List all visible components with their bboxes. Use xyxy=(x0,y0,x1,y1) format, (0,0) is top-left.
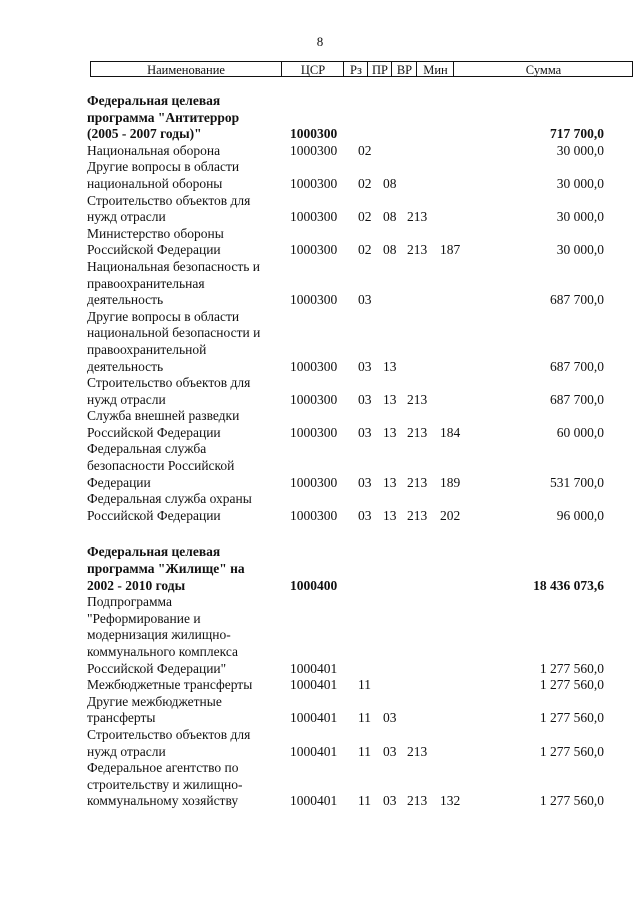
row-sum: 687 700,0 xyxy=(550,358,604,374)
row-pr: 13 xyxy=(383,507,397,523)
row-pr: 13 xyxy=(383,391,397,407)
header-min: Мин xyxy=(416,62,454,76)
row-sum: 1 277 560,0 xyxy=(539,743,604,759)
row-rz: 02 xyxy=(358,209,372,225)
row-csr: 1000300 xyxy=(290,358,338,374)
table-row xyxy=(0,226,640,259)
page-number: 8 xyxy=(316,34,324,49)
header-csr: ЦСР xyxy=(281,62,344,76)
row-csr: 1000300 xyxy=(290,126,338,142)
table-row xyxy=(0,760,640,810)
table-row xyxy=(0,259,640,309)
row-sum: 30 000,0 xyxy=(556,142,604,158)
row-csr: 1000300 xyxy=(290,142,338,158)
row-rz: 11 xyxy=(358,677,371,693)
row-csr: 1000401 xyxy=(290,710,338,726)
row-vr: 213 xyxy=(407,391,428,407)
row-name: Другие межбюджетные трансферты xyxy=(87,693,222,726)
header-name: Наименование xyxy=(147,63,225,77)
row-name: Федеральное агентство по строительству и жилищно- коммунальному хозяйству xyxy=(87,760,243,809)
row-sum: 687 700,0 xyxy=(550,292,604,308)
row-csr: 1000401 xyxy=(290,743,338,759)
row-sum: 1 277 560,0 xyxy=(539,793,604,809)
table-row xyxy=(0,143,640,160)
row-name: Строительство объектов для нужд отрасли xyxy=(87,726,251,759)
row-name: Подпрограмма "Реформирование и модернизация жилищно- коммунального комплекса Российской Федерации" xyxy=(87,594,238,676)
row-rz: 02 xyxy=(358,142,372,158)
row-name: Другие вопросы в области национальной безопасности и правоохранительной деятельность xyxy=(87,308,261,374)
row-name: Служба внешней разведки Российской Федерации xyxy=(87,408,240,440)
row-rz: 11 xyxy=(358,710,371,726)
row-rz: 11 xyxy=(358,743,371,759)
header-vr: ВР xyxy=(391,62,417,76)
table-row xyxy=(0,594,640,677)
row-rz: 11 xyxy=(358,793,371,809)
row-csr: 1000401 xyxy=(290,677,338,693)
row-pr: 13 xyxy=(383,474,397,490)
row-pr: 13 xyxy=(383,424,397,440)
row-name: Строительство объектов для нужд отрасли xyxy=(87,192,251,225)
row-name: Федеральная целевая программа "Жилище" на 2002 - 2010 годы xyxy=(87,544,245,593)
row-pr: 08 xyxy=(383,175,397,191)
row-name: Строительство объектов для нужд отрасли xyxy=(87,375,251,407)
row-sum: 531 700,0 xyxy=(550,474,604,490)
row-pr: 08 xyxy=(383,209,397,225)
row-csr: 1000300 xyxy=(290,391,338,407)
table-row xyxy=(0,375,640,408)
table-body xyxy=(0,93,640,810)
row-pr: 03 xyxy=(383,743,397,759)
row-csr: 1000300 xyxy=(290,292,338,308)
row-csr: 1000300 xyxy=(290,175,338,191)
row-sum: 1 277 560,0 xyxy=(539,677,604,693)
table-row xyxy=(0,159,640,192)
row-sum: 1 277 560,0 xyxy=(539,660,604,676)
row-rz: 03 xyxy=(358,292,372,308)
row-vr: 213 xyxy=(407,209,428,225)
row-sum: 687 700,0 xyxy=(550,391,604,407)
row-csr: 1000401 xyxy=(290,660,338,676)
row-name: Федеральная служба безопасности Российской Федерации xyxy=(87,441,235,490)
row-csr: 1000401 xyxy=(290,793,338,809)
row-name: Министерство обороны Российской Федерации xyxy=(87,225,224,258)
row-pr: 13 xyxy=(383,358,397,374)
table-row xyxy=(0,694,640,727)
row-rz: 02 xyxy=(358,242,372,258)
row-name: Федеральная служба охраны Российской Федерации xyxy=(87,491,252,523)
row-sum: 30 000,0 xyxy=(556,175,604,191)
header-rz: Рз xyxy=(343,62,368,76)
row-min: 184 xyxy=(440,424,461,440)
row-vr: 213 xyxy=(407,507,428,523)
row-rz: 02 xyxy=(358,175,372,191)
row-csr: 1000300 xyxy=(290,474,338,490)
header-sum: Сумма xyxy=(453,62,633,76)
row-pr: 03 xyxy=(383,710,397,726)
row-name: Федеральная целевая программа "Антитеррор (2005 - 2007 годы)" xyxy=(87,93,240,142)
table-row xyxy=(0,309,640,375)
table-row xyxy=(0,727,640,760)
row-pr: 08 xyxy=(383,242,397,258)
row-sum: 60 000,0 xyxy=(556,424,604,440)
row-sum: 30 000,0 xyxy=(556,242,604,258)
row-rz: 03 xyxy=(358,424,372,440)
row-sum: 30 000,0 xyxy=(556,209,604,225)
row-rz: 03 xyxy=(358,358,372,374)
table-row xyxy=(0,193,640,226)
program-row xyxy=(0,544,640,594)
table-header xyxy=(90,61,633,77)
row-sum: 717 700,0 xyxy=(550,126,604,142)
row-sum: 1 277 560,0 xyxy=(539,710,604,726)
row-min: 202 xyxy=(440,507,461,523)
row-rz: 03 xyxy=(358,507,372,523)
row-csr: 1000400 xyxy=(290,577,338,593)
table-row xyxy=(0,441,640,491)
row-pr: 03 xyxy=(383,793,397,809)
row-min: 189 xyxy=(440,474,461,490)
row-csr: 1000300 xyxy=(290,424,338,440)
row-csr: 1000300 xyxy=(290,209,338,225)
table-row xyxy=(0,491,640,524)
row-min: 132 xyxy=(440,793,461,809)
row-sum: 18 436 073,6 xyxy=(533,577,604,593)
row-csr: 1000300 xyxy=(290,507,338,523)
row-csr: 1000300 xyxy=(290,242,338,258)
table-row xyxy=(0,408,640,441)
row-vr: 213 xyxy=(407,424,428,440)
row-vr: 213 xyxy=(407,474,428,490)
row-vr: 213 xyxy=(407,743,428,759)
row-sum: 96 000,0 xyxy=(556,507,604,523)
row-vr: 213 xyxy=(407,242,428,258)
row-name: Национальная безопасность и правоохранительная деятельность xyxy=(87,258,260,308)
program-row xyxy=(0,93,640,143)
row-vr: 213 xyxy=(407,793,428,809)
row-name: Межбюджетные трансферты xyxy=(87,677,253,693)
row-rz: 03 xyxy=(358,391,372,407)
row-name: Другие вопросы в области национальной обороны xyxy=(87,159,240,191)
header-pr: ПР xyxy=(367,62,392,76)
row-name: Национальная оборона xyxy=(87,142,221,158)
row-min: 187 xyxy=(440,242,461,258)
table-row xyxy=(0,677,640,694)
row-rz: 03 xyxy=(358,474,372,490)
